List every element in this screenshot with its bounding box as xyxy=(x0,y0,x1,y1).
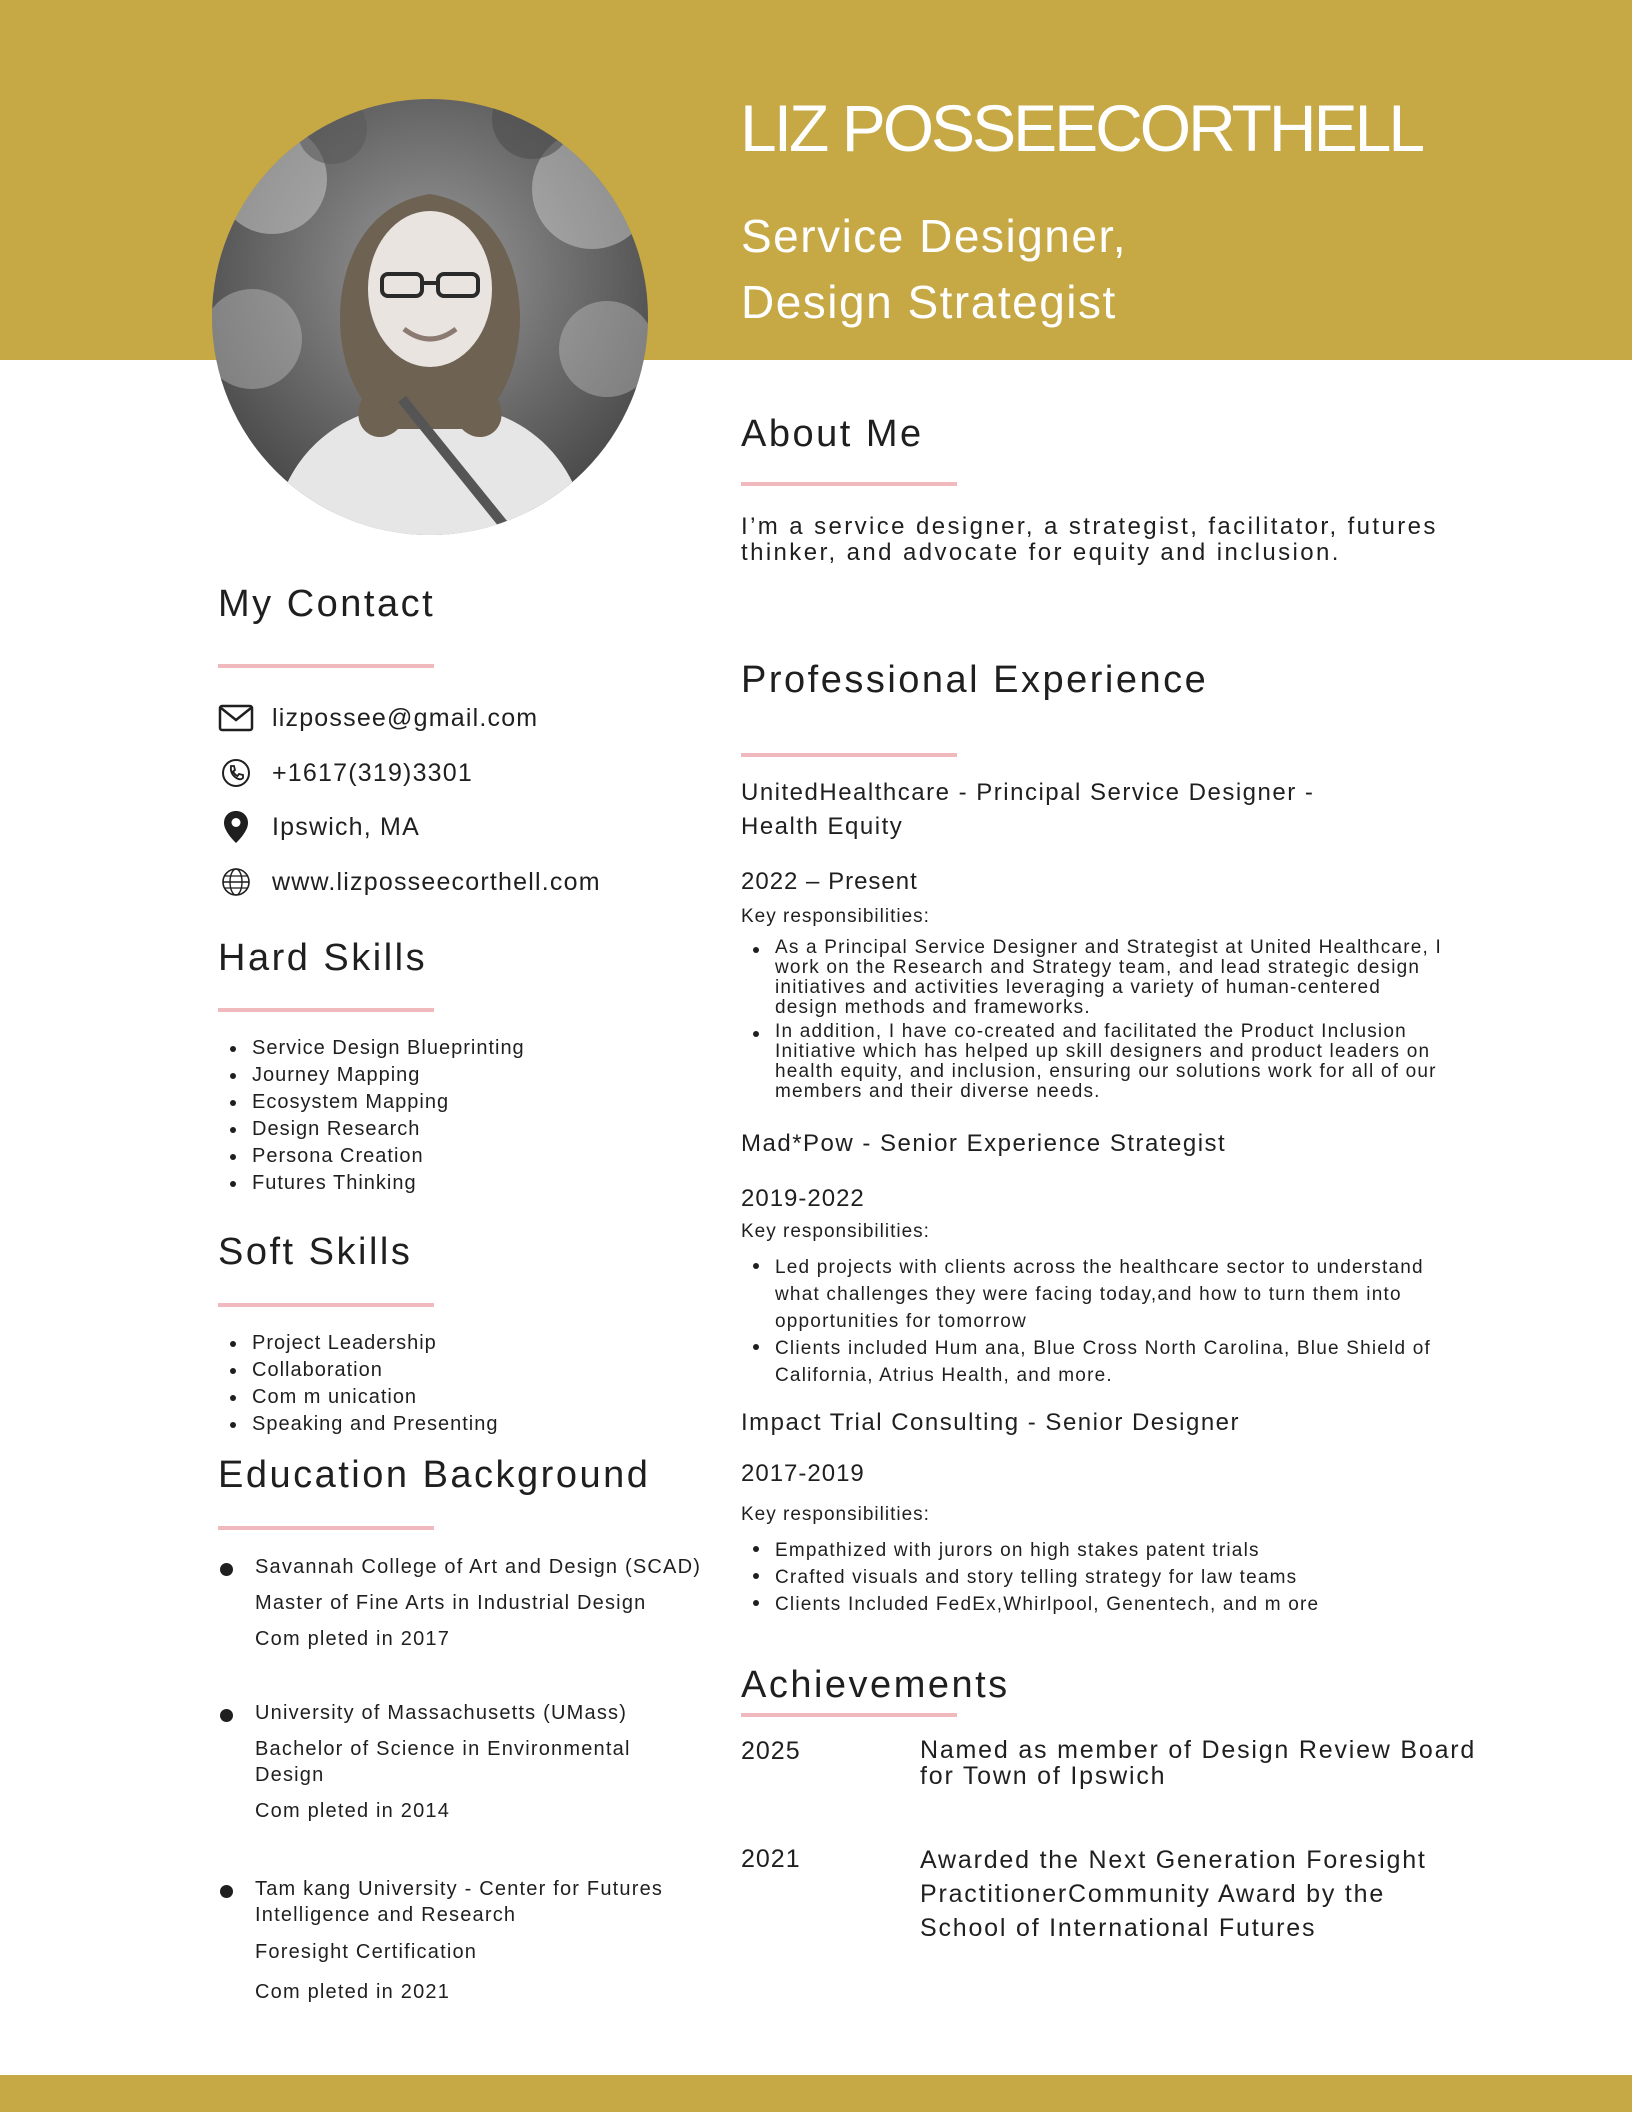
hard-skill-item: Persona Creation xyxy=(226,1143,525,1170)
soft-skill-item: Com m unication xyxy=(226,1384,499,1411)
completed-year: Com pleted in 2017 xyxy=(255,1628,451,1650)
responsibility-item: As a Principal Service Designer and Strategist at United Healthcare, I work on the Research and Strategy team, and lead strategic design initiatives and activities leveraging a variety of human-centered design methods and frameworks. xyxy=(749,938,1449,1018)
contact-heading: My Contact xyxy=(218,583,436,625)
experience-heading: Professional Experience xyxy=(741,659,1209,701)
degree-name: Design xyxy=(255,1764,325,1786)
hard-skills-heading: Hard Skills xyxy=(218,937,428,979)
hard-skills-rule xyxy=(218,1008,434,1012)
job-dates: 2017-2019 xyxy=(741,1460,865,1487)
job-responsibilities xyxy=(749,1537,1449,1618)
responsibility-item: In addition, I have co-created and facilitated the Product Inclusion Initiative which has helped up skill designers and product leaders on health equity, and inclusion, ensuring our solutions work for all of our members and their diverse needs. xyxy=(749,1022,1449,1102)
school-name: Savannah College of Art and Design (SCAD) xyxy=(255,1556,702,1578)
experience-rule xyxy=(741,753,957,757)
degree-name: Bachelor of Science in Environmental xyxy=(255,1738,631,1760)
soft-skill-item: Project Leadership xyxy=(226,1330,499,1357)
candidate-role xyxy=(741,203,1127,335)
contact-website[interactable] xyxy=(218,865,601,899)
phone-text: +1617(319)3301 xyxy=(272,758,473,787)
job-dates: 2022 – Present xyxy=(741,868,918,895)
responsibility-item: Empathized with jurors on high stakes patent trials xyxy=(749,1537,1449,1564)
soft-skills-list xyxy=(226,1330,499,1438)
job-responsibilities xyxy=(749,1254,1449,1389)
bullet-dot xyxy=(220,1885,233,1898)
responsibility-item: Crafted visuals and story telling strategy for law teams xyxy=(749,1564,1449,1591)
profile-photo xyxy=(212,99,648,535)
role-line: Design Strategist xyxy=(741,276,1117,328)
achievement-text: Named as member of Design Review Board for Town of Ipswich xyxy=(920,1736,1477,1790)
key-responsibilities-label: Key responsibilities: xyxy=(741,1504,930,1525)
location-text: Ipswich, MA xyxy=(272,812,420,841)
completed-year: Com pleted in 2014 xyxy=(255,1800,451,1822)
soft-skill-item: Collaboration xyxy=(226,1357,499,1384)
degree-name: Foresight Certification xyxy=(255,1941,478,1963)
location-pin-icon xyxy=(218,810,254,844)
soft-skill-item: Speaking and Presenting xyxy=(226,1411,499,1438)
education-rule xyxy=(218,1526,434,1530)
hard-skill-item: Service Design Blueprinting xyxy=(226,1035,525,1062)
school-name: University of Massachusetts (UMass) xyxy=(255,1702,628,1724)
responsibility-item: Clients Included FedEx,Whirlpool, Genentech, and m ore xyxy=(749,1591,1449,1618)
key-responsibilities-label: Key responsibilities: xyxy=(741,906,930,927)
email-text: lizpossee@gmail.com xyxy=(272,703,539,732)
hard-skill-item: Journey Mapping xyxy=(226,1062,525,1089)
role-line: Service Designer, xyxy=(741,210,1127,262)
soft-skills-rule xyxy=(218,1303,434,1307)
completed-year: Com pleted in 2021 xyxy=(255,1981,451,2003)
phone-icon xyxy=(218,756,254,790)
school-name: Intelligence and Research xyxy=(255,1904,517,1926)
job-responsibilities xyxy=(749,938,1449,1106)
contact-phone[interactable] xyxy=(218,756,473,790)
school-name: Tam kang University - Center for Futures xyxy=(255,1878,664,1900)
about-heading: About Me xyxy=(741,413,924,455)
achievements-heading: Achievements xyxy=(741,1664,1010,1706)
job-title-line: UnitedHealthcare - Principal Service Designer - xyxy=(741,779,1315,806)
achievement-year: 2021 xyxy=(741,1845,801,1873)
job-title-line: Health Equity xyxy=(741,813,904,840)
about-text: I’m a service designer, a strategist, facilitator, futures thinker, and advocate for equity and inclusion. xyxy=(741,513,1438,566)
soft-skills-heading: Soft Skills xyxy=(218,1231,413,1273)
degree-name: Master of Fine Arts in Industrial Design xyxy=(255,1592,647,1614)
achievement-text: Awarded the Next Generation Foresight PractitionerCommunity Award by the School of International Futures xyxy=(920,1846,1427,1942)
candidate-name: LIZ POSSEECORTHELL xyxy=(740,91,1423,165)
job-dates: 2019-2022 xyxy=(741,1185,865,1212)
hard-skill-item: Futures Thinking xyxy=(226,1170,525,1197)
bullet-dot xyxy=(220,1709,233,1722)
responsibility-item: Led projects with clients across the healthcare sector to understand what challenges they were facing today,and how to turn them into opportunities for tomorrow xyxy=(749,1254,1449,1335)
website-text: www.lizposseecorthell.com xyxy=(272,867,601,896)
job-title xyxy=(741,776,1314,844)
key-responsibilities-label: Key responsibilities: xyxy=(741,1221,930,1242)
mail-icon xyxy=(218,701,254,735)
contact-email[interactable] xyxy=(218,701,538,735)
hard-skill-item: Design Research xyxy=(226,1116,525,1143)
achievements-rule xyxy=(741,1713,957,1717)
job-title: Impact Trial Consulting - Senior Designer xyxy=(741,1409,1241,1436)
hard-skill-item: Ecosystem Mapping xyxy=(226,1089,525,1116)
responsibility-item: Clients included Hum ana, Blue Cross North Carolina, Blue Shield of California, Atrius Health, and more. xyxy=(749,1335,1449,1389)
contact-location xyxy=(218,810,420,844)
about-rule xyxy=(741,482,957,486)
footer-band xyxy=(0,2075,1632,2112)
bullet-dot xyxy=(220,1563,233,1576)
job-title: Mad*Pow - Senior Experience Strategist xyxy=(741,1130,1227,1157)
hard-skills-list xyxy=(226,1035,525,1197)
globe-icon xyxy=(218,865,254,899)
achievement-year: 2025 xyxy=(741,1737,801,1765)
education-heading: Education Background xyxy=(218,1454,651,1496)
contact-rule xyxy=(218,664,434,668)
